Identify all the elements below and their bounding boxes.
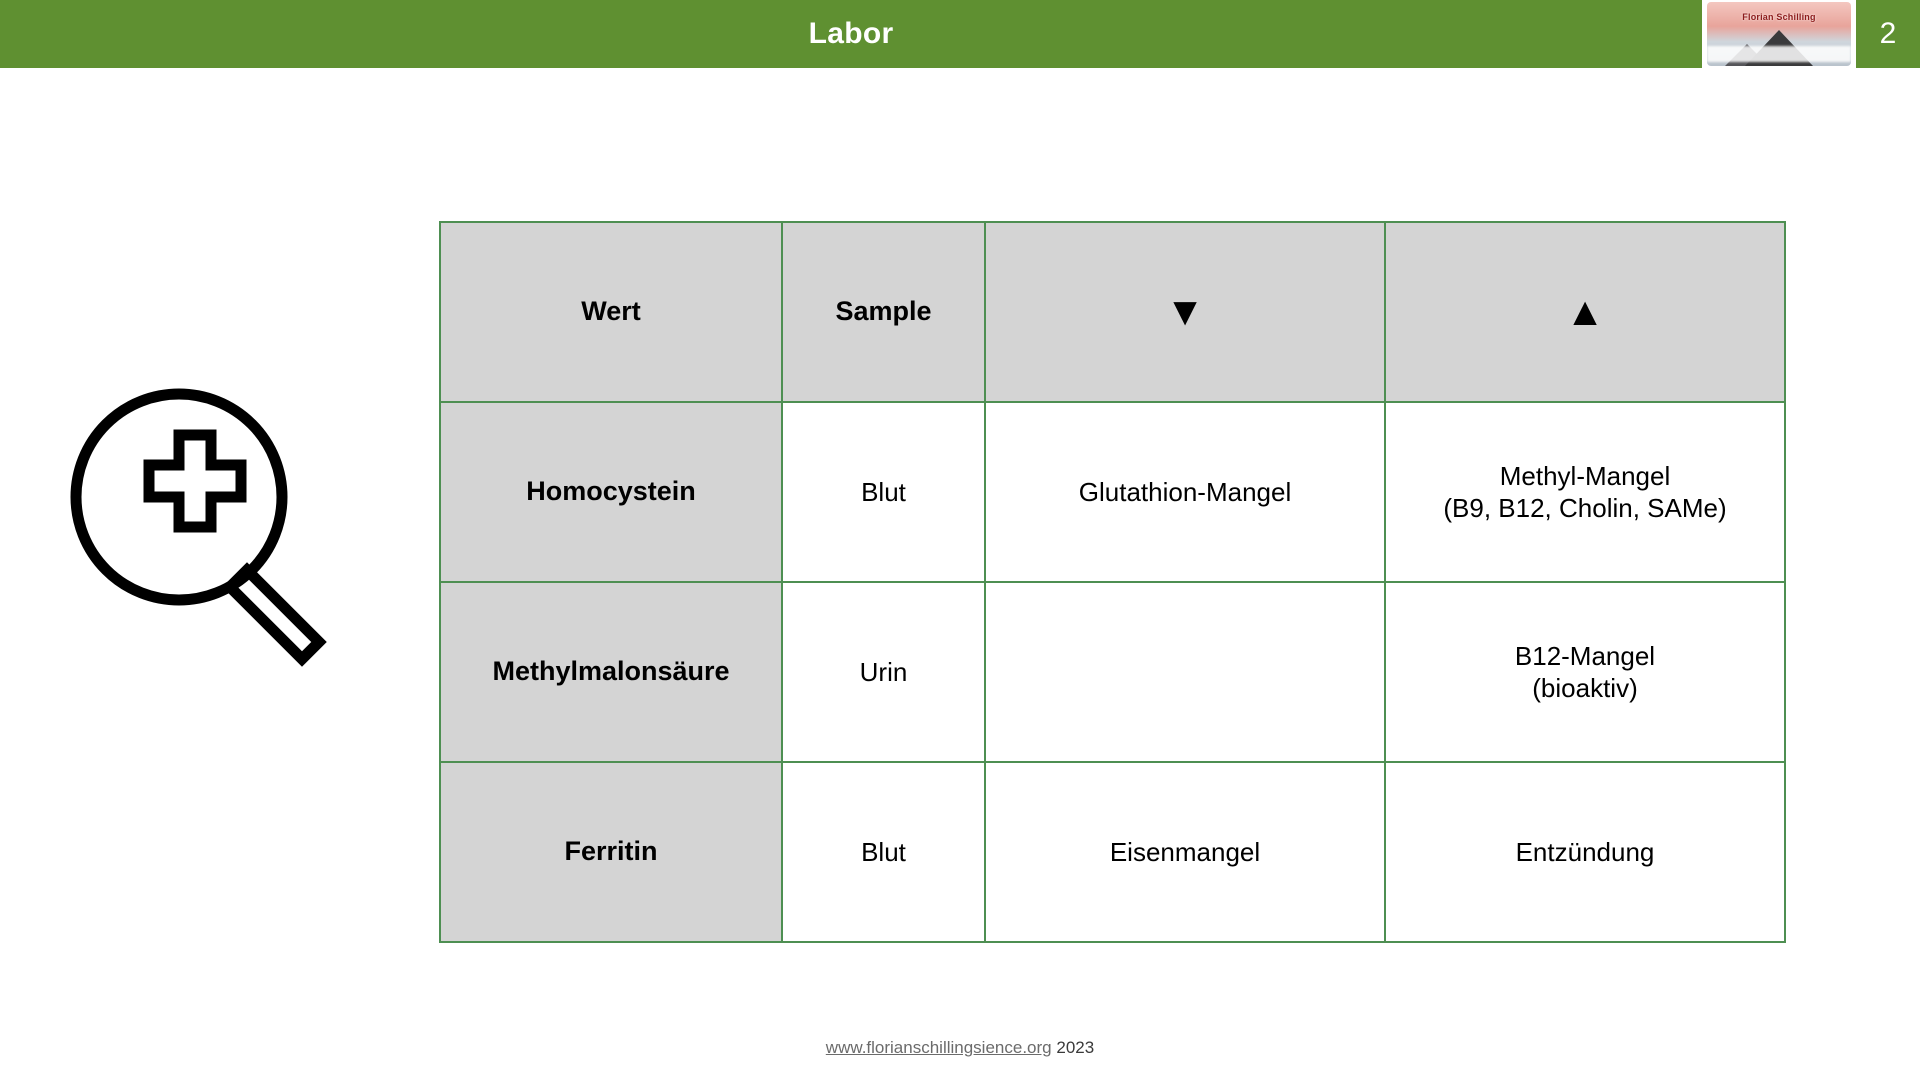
cell-high: Entzündung: [1385, 762, 1785, 942]
footer-website-link[interactable]: www.florianschillingsience.org: [825, 1038, 1052, 1057]
column-header-wert: Wert: [440, 222, 782, 402]
footer: [0, 1038, 1920, 1058]
down-triangle-icon: ▼: [985, 222, 1385, 402]
footer-year: 2023: [1056, 1038, 1095, 1057]
cell-high: Methyl-Mangel (B9, B12, Cholin, SAMe): [1385, 402, 1785, 582]
page-title: Labor: [808, 17, 894, 50]
cell-high: B12-Mangel (bioaktiv): [1385, 582, 1785, 762]
slide-header: [0, 0, 1920, 68]
cell-sample: Blut: [782, 402, 985, 582]
magnifier-medical-icon: [62, 380, 372, 690]
cell-sample: Blut: [782, 762, 985, 942]
clouds-shape: [1707, 46, 1851, 62]
page-number: 2: [1879, 17, 1897, 50]
cell-wert: Methylmalonsäure: [440, 582, 782, 762]
cell-wert: Ferritin: [440, 762, 782, 942]
header-title-bar: [0, 0, 1705, 68]
cell-low: [985, 582, 1385, 762]
mountain-logo-icon: [1707, 2, 1851, 66]
cell-sample: Urin: [782, 582, 985, 762]
table-header-row: [440, 222, 1785, 402]
lab-values-table: [439, 221, 1784, 943]
page-number-badge: [1853, 0, 1920, 68]
table-row: [440, 762, 1785, 942]
cell-low: Eisenmangel: [985, 762, 1385, 942]
cell-low: Glutathion-Mangel: [985, 402, 1385, 582]
up-triangle-icon: ▲: [1385, 222, 1785, 402]
cell-wert: Homocystein: [440, 402, 782, 582]
brand-logo: [1705, 0, 1853, 68]
logo-text: Florian Schilling: [1742, 12, 1816, 22]
table-row: [440, 402, 1785, 582]
column-header-sample: Sample: [782, 222, 985, 402]
table-row: [440, 582, 1785, 762]
